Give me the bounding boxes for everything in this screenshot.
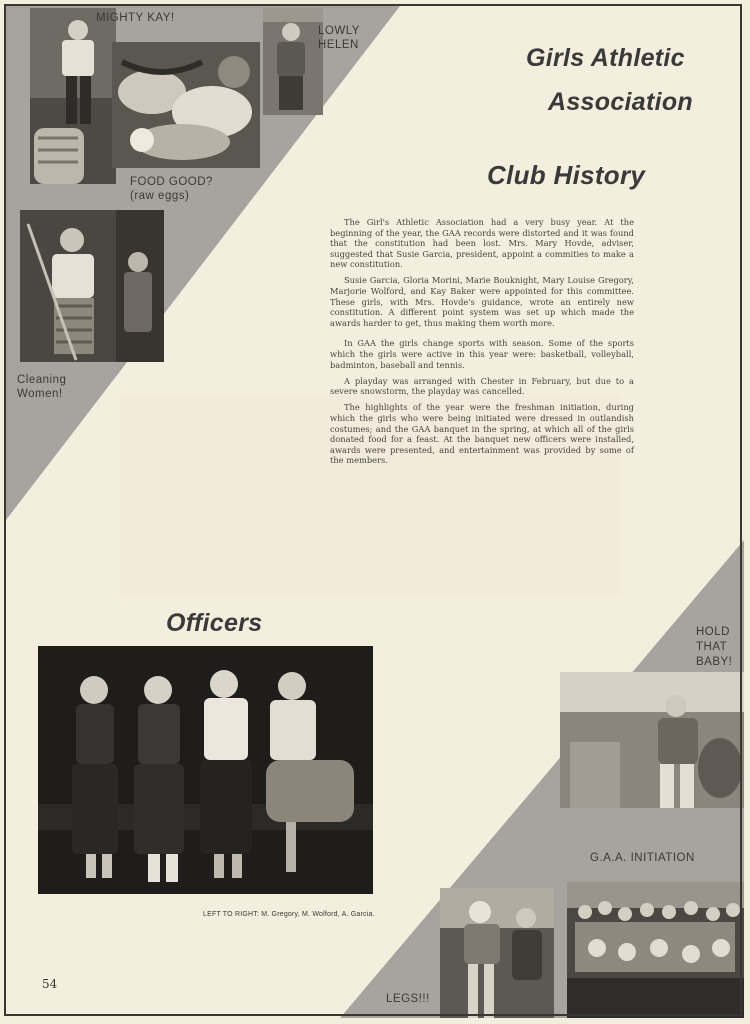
caption-food-line1: FOOD GOOD? — [130, 176, 213, 188]
caption-hold-line2: THAT — [696, 641, 728, 653]
paragraph: In GAA the girls change sports with season. Some of the sports which the girls were active in this year were: basketball, volleyball, badminton, baseball and tennis. — [330, 338, 634, 370]
paragraph: Susie Garcia, Gloria Morini, Marie Bouknight, Mary Louise Gregory, Marjorie Wolford, and Kay Baker were appointed for this committee. These girls, with Mrs. Hovde's guidance, wrote an entirely new constitution. A different point system was set up which made the awards harder to get, thus making them worth more. — [330, 275, 634, 328]
section-title-club-history: Club History — [487, 160, 646, 190]
paragraph: The highlights of the year were the freshman initiation, during which the girls who were being initiated were dressed in outlandish costumes; and the GAA banquet in the spring, at which all of the girls donated food for a feast. At the banquet new officers were installed, awards were presented, and entertainment was provided by some of the members. — [330, 402, 634, 466]
caption-officers: LEFT TO RIGHT: M. Gregory, M. Wolford, A. Garcia. — [203, 911, 375, 918]
caption-legs: LEGS!!! — [386, 993, 430, 1005]
page-number: 54 — [42, 977, 58, 991]
caption-cleaning-line2: Women! — [17, 388, 63, 400]
officers-title: Officers — [166, 609, 263, 637]
caption-lowly-line2: HELEN — [318, 39, 359, 51]
paragraph: A playday was arranged with Chester in February, but due to a severe snowstorm, the playday was cancelled. — [330, 375, 634, 397]
title-line1: Girls Athletic — [526, 44, 685, 72]
caption-lowly-line1: LOWLY — [318, 25, 360, 37]
title-line2: Association — [548, 88, 693, 116]
paragraph: The Girl's Athletic Association had a very busy year. At the beginning of the year, the GAA records were distorted and it was found that the constitution had been lost. Mrs. Mary Hovde, adviser, suggested that Susie Garcia, president, appoint a commities to make a new constitution. — [330, 217, 634, 270]
caption-food-line2: (raw eggs) — [130, 190, 190, 202]
caption-mighty-kay: MIGHTY KAY! — [96, 12, 175, 24]
caption-gaa-initiation: G.A.A. INITIATION — [590, 852, 695, 864]
caption-hold-line1: HOLD — [696, 626, 730, 638]
caption-hold-line3: BABY! — [696, 656, 733, 668]
caption-cleaning-line1: Cleaning — [17, 374, 67, 386]
page-border — [4, 4, 742, 1016]
